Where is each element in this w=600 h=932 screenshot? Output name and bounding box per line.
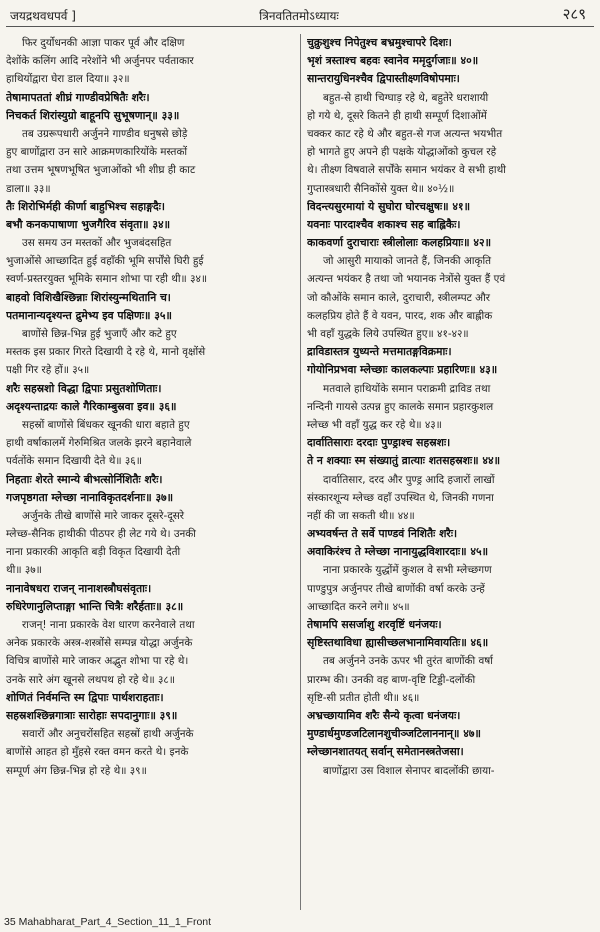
verse-line: बाहवो विशिखैश्छिन्नाः शिरांस्युन्मथितानि च। <box>6 290 171 304</box>
translation-line: नन्दिनी गायसे उत्पन्न हुए कालके समान प्रहारकुशल <box>307 400 494 413</box>
translation-line: उनके सारे अंग खूनसे लथपथ हो रहे थे॥ ३८॥ <box>6 673 176 686</box>
scan-footer-label: 35 Mahabharat_Part_4_Section_11_1_Front <box>4 916 212 928</box>
translation-line: तब उग्ररूपधारी अर्जुनने गाण्डीव धनुषसे छोड़े <box>22 127 188 140</box>
header-chapter-title: त्रिनवतितमोऽध्यायः <box>259 9 339 23</box>
translation-line: हाथी वर्षाकालमें गेरुमिश्रित जलके झरने बहानेवाले <box>6 437 192 450</box>
translation-line: सम्पूर्ण अंग छिन्न-भिन्न हो रहे थे॥ ३९॥ <box>6 764 147 777</box>
translation-line: देशोंके कलिंग आदि नरेशोंने भी अर्जुनपर पर्वताकार <box>6 55 194 68</box>
verse-line: निहताः शेरते स्मान्ये बीभत्सोर्निशितैः शरैः। <box>6 472 163 486</box>
verse-line: सहस्रशश्छिन्नगात्राः सारोहाः सपदानुगाः॥ ३९॥ <box>6 708 178 722</box>
translation-line: संस्कारशून्य म्लेच्छ वहाँ उपस्थित थे, जिनकी गणना <box>307 491 494 504</box>
verse-line: अदृश्यन्ताद्रयः काले गैरिकाम्बुस्रवा इव॥ ३६॥ <box>6 399 177 413</box>
page-number: २८९ <box>562 5 586 23</box>
translation-line: स्वर्ण-प्रस्तरयुक्त भूमिके समान शोभा पा रही थी॥ ३४॥ <box>6 273 208 286</box>
translation-line: मतवाले हाथियोंके समान पराक्रमी द्राविड तथा <box>323 382 491 395</box>
verse-line: तेषामापततां शीघ्रं गाण्डीवप्रेषितैः शरैः। <box>6 90 150 104</box>
translation-line: कलहप्रिय होते हैं वे यवन, पारद, शक और बाह्लीक <box>307 309 493 322</box>
translation-line: विचित्र बाणोंसे मारे जाकर अद्भुत शोभा पा रहे थे। <box>6 655 189 668</box>
verse-line: सान्तरायुधिनश्चैव द्विपास्तीक्ष्णविषोपमाः। <box>307 72 460 86</box>
translation-line: पर्वतोंके समान दिखायी देते थे॥ ३६॥ <box>6 455 142 468</box>
verse-line: दार्वातिसाराः दरदाः पुण्ड्राश्च सहस्रशः। <box>307 436 451 450</box>
verse-line: बभौ कनकपाषाणा भुजगैरिव संवृता॥ ३४॥ <box>6 217 171 231</box>
verse-line: गजपृष्ठगता म्लेच्छा नानाविकृतदर्शनाः॥ ३७॥ <box>6 490 174 504</box>
verse-line: मुण्डार्धमुण्डजटिलानशुचीञ्जटिलाननान्॥ ४७॥ <box>307 727 481 741</box>
translation-line: अत्यन्त भयंकर है तथा जो भयानक नेत्रोंसे युक्त हैं एवं <box>307 273 506 286</box>
translation-line: आच्छादित करने लगे॥ ४५॥ <box>307 600 410 613</box>
translation-line: मस्तक इस प्रकार गिरते दिखायी दे रहे थे, मानो वृक्षोंसे <box>6 346 206 359</box>
verse-line: ते न शक्याः स्म संख्यातुं व्रात्याः शतसहस्रशः॥ ४४॥ <box>307 454 501 468</box>
translation-line: थे। तीक्ष्ण विषवाले सर्पोंके समान भयंकर वे सभी हाथी <box>307 164 506 177</box>
verse-line: निचकर्त शिरांस्युग्रो बाहूनपि सुभूषणान्॥ ३३॥ <box>6 108 180 122</box>
verse-line: विदन्त्यसुरमायां ये सुघोरा घोरचक्षुषः॥ ४१॥ <box>307 199 471 213</box>
translation-line: जो कौओंके समान काले, दुराचारी, स्त्रीलम्पट और <box>307 291 491 304</box>
translation-line: म्लेच्छ भी वहाँ युद्ध कर रहे थे॥ ४३॥ <box>307 418 442 431</box>
verse-line: म्लेच्छानशातयत् सर्वान् समेतानस्त्रतेजसा। <box>307 745 464 759</box>
translation-line: सहस्रों बाणोंसे बिंधकर खूनकी धारा बहाते हुए <box>22 418 190 431</box>
translation-line: जो आसुरी मायाको जानते हैं, जिनकी आकृति <box>323 255 492 268</box>
translation-line: गुप्तास्त्रधारी सैनिकोंसे युक्त थे॥ ४०½॥ <box>307 182 455 195</box>
translation-line: हाथियोंद्वारा घेरा डाल दिया॥ ३२॥ <box>6 73 130 86</box>
translation-line: तब अर्जुनने उनके ऊपर भी तुरंत बाणोंकी वर्षा <box>323 655 493 668</box>
translation-line: हो भागते हुए अपने ही पक्षके योद्धाओंको कुचल रहे <box>307 146 497 159</box>
translation-line: भी वहाँ युद्धके लिये उपस्थित हुए॥ ४१-४२॥ <box>307 328 469 340</box>
verse-line: तैः शिरोभिर्मही कीर्णा बाहुभिश्च सहाङ्गदैः। <box>6 199 165 213</box>
translation-line: फिर दुर्योधनकी आज्ञा पाकर पूर्व और दक्षिण <box>22 37 185 49</box>
translation-line: उस समय उन मस्तकों और भुजबंदसहित <box>22 237 172 250</box>
translation-line: बाणोंसे छिन्न-भिन्न हुई भुजाएँ और कटे हुए <box>22 328 177 340</box>
verse-line: सृष्टिस्तथाविधा ह्यासीच्छलभानामिवायतिः॥ ४६॥ <box>307 636 489 650</box>
translation-line: बाणोंसे आहत हो मुँहसे रक्त वमन करते थे। इनके <box>6 746 189 759</box>
verse-line: अवाकिरंश्च ते म्लेच्छा नानायुद्धविशारदाः॥ ४५॥ <box>307 545 489 559</box>
translation-line: अर्जुनके तीखे बाणोंसे मारे जाकर दूसरे-दूसरे <box>22 509 184 522</box>
verse-line: तेषामपि ससर्जाशु शरवृष्टिं धनंजयः। <box>307 618 442 631</box>
running-header <box>6 4 592 26</box>
translation-line: तथा उत्तम भूषणभूषित भुजाओंको भी शीघ्र ही काट <box>6 164 196 177</box>
translation-line: हुए बाणोंद्वारा उन सारे आक्रमणकारियोंके मस्तकों <box>6 146 188 159</box>
translation-line: भुजाओंसे आच्छादित हुई वहाँकी भूमि सर्पोंसे घिरी हुई <box>6 255 204 268</box>
translation-line: नाना प्रकारके युद्धोंमें कुशल वे सभी म्लेच्छगण <box>323 564 492 577</box>
column-divider <box>300 34 301 910</box>
translation-line: चक्कर काट रहे थे और बहुत-से गज अत्यन्त भयभीत <box>307 127 503 140</box>
translation-line: हो गये थे, दूसरे कितने ही हाथी सम्पूर्ण दिशाओंमें <box>307 109 487 122</box>
translation-line: सवारों और अनुचरोंसहित सहस्रों हाथी अर्जुनके <box>22 728 194 741</box>
translation-line: पक्षी गिर रहे हों॥ ३५॥ <box>6 364 90 377</box>
translation-line: सृष्टि-सी प्रतीत होती थी॥ ४६॥ <box>307 691 420 704</box>
translation-line: दार्वातिसार, दरद और पुण्ड्र आदि हजारों लाखों <box>323 473 495 486</box>
verse-line: अभ्यवर्षन्त ते सर्वे पाण्डवं निशितैः शरैः। <box>307 527 458 541</box>
translation-line: पाण्डुपुत्र अर्जुनपर तीखे बाणोंकी वर्षा करके उन्हें <box>307 582 485 595</box>
verse-line: अभ्रच्छायामिव शरैः सैन्ये कृत्वा धनंजयः। <box>307 708 461 722</box>
header-rule <box>6 26 594 27</box>
translation-line: प्रारम्भ की। उनकी वह बाण-वृष्टि टिड्डी-दलोंकी <box>307 673 476 686</box>
translation-line: बाणोंद्वारा उस विशाल सेनापर बादलोंकी छाया- <box>323 764 495 777</box>
translation-line: अनेक प्रकारके अस्त्र-शस्त्रोंसे सम्पन्न योद्धा अर्जुनके <box>6 637 193 650</box>
verse-line: चुक्रुशुश्च निपेतुश्च बभ्रमुश्चापरे दिशः। <box>307 36 452 49</box>
translation-line: थी॥ ३७॥ <box>6 564 42 577</box>
translation-line: राजन्! नाना प्रकारके वेश धारण करनेवाले तथा <box>22 619 195 631</box>
verse-line: शोणितं निर्वमन्ति स्म द्विपाः पार्थशराहताः। <box>6 690 164 704</box>
translation-line: बहुत-से हाथी चिग्घाड़ रहे थे, बहुतेरे धराशायी <box>323 91 489 104</box>
verse-line: शरैः सहस्रशो विद्धा द्विपाः प्रसुतशोणिताः। <box>6 381 162 395</box>
verse-line: नानावेषधरा राजन् नानाशस्त्रौघसंवृताः। <box>6 581 152 595</box>
verse-line: द्राविडास्तत्र युध्यन्ते मत्तमातङ्गविक्रमाः। <box>307 345 452 359</box>
translation-line: म्लेच्छ-सैनिक हाथीकी पीठपर ही लेट गये थे। उनकी <box>6 528 196 541</box>
verse-line: यवनाः पारदाश्चैव शकाश्च सह बाह्लिकैः। <box>307 217 461 231</box>
verse-line: भृशं त्रस्ताश्च बहवः स्वानेव ममृदुर्गजाः॥ ४०॥ <box>307 54 479 68</box>
verse-line: पतमानान्यदृश्यन्त द्रुमेभ्य इव पक्षिणः॥ ३५॥ <box>6 308 172 322</box>
translation-line: नाना प्रकारकी आकृति बड़ी विकृत दिखायी देती <box>6 546 181 559</box>
header-section-title: जयद्रथवधपर्व ] <box>10 9 76 23</box>
verse-line: रुधिरेणानुलिप्ताङ्गा भान्ति चित्रैः शरैर्हताः॥ ३८॥ <box>6 599 184 613</box>
translation-line: नहीं की जा सकती थी॥ ४४॥ <box>307 509 415 522</box>
verse-line: गोयोनिप्रभवा म्लेच्छाः कालकल्पाः प्रहारिणः॥ ४३॥ <box>307 363 498 377</box>
verse-line: काकवर्णा दुराचाराः स्त्रीलोलाः कलहप्रियाः॥ ४२॥ <box>307 236 492 250</box>
left-column <box>6 34 294 780</box>
translation-line: डाला॥ ३३॥ <box>6 182 51 195</box>
right-column <box>307 34 595 780</box>
